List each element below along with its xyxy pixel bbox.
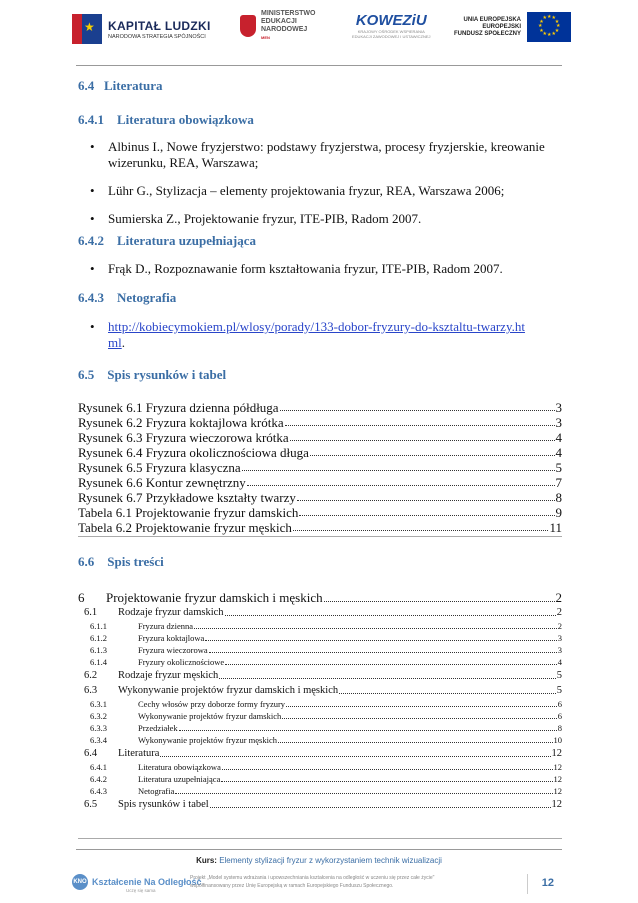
toc-num: 6.3.1 — [90, 699, 107, 709]
toc-page: 5 — [556, 685, 562, 696]
toc-num: 6.3.3 — [90, 723, 107, 733]
toc-title: Wykonywanie projektów fryzur damskich i męskich — [118, 685, 339, 696]
lof-title: Tabela 6.2 Projektowanie fryzur męskich — [78, 520, 292, 535]
toc-title: Przedziałek — [138, 723, 178, 733]
toc-row[interactable] — [90, 785, 562, 797]
toc-title: Fryzura dzienna — [138, 621, 193, 631]
page-header — [0, 0, 638, 62]
toc-leader — [339, 684, 556, 694]
toc-title: Fryzury okolicznościowe — [138, 657, 225, 667]
toc-row[interactable] — [90, 722, 562, 734]
toc-page: 12 — [553, 786, 562, 796]
toc-page: 2 — [555, 590, 562, 605]
toc-page: 3 — [557, 645, 562, 655]
project-text — [190, 874, 530, 890]
toc-num: 6.3.4 — [90, 735, 107, 745]
lof-title: Rysunek 6.7 Przykładowe kształty twarzy — [78, 490, 296, 505]
heading-6-4-3: 6.4.3 Netografia — [78, 290, 177, 305]
toc-divider — [78, 838, 562, 839]
toc-row[interactable] — [90, 734, 562, 746]
heading-6-6: 6.6 Spis treści — [78, 554, 164, 569]
eu-star-icon: ★ — [538, 23, 543, 29]
footer-bottom — [72, 872, 564, 896]
toc-page: 6 — [557, 699, 562, 709]
header-divider — [76, 65, 562, 66]
lof-row[interactable] — [78, 445, 562, 460]
lof-title: Rysunek 6.2 Fryzura koktajlowa krótka — [78, 415, 284, 430]
lof-row[interactable] — [78, 520, 562, 535]
toc-num: 6.1.1 — [90, 621, 107, 631]
toc-num: 6.5 — [84, 799, 98, 810]
lof-title: Rysunek 6.1 Fryzura dzienna półdługa — [78, 400, 279, 415]
eu-star-icon: ★ — [542, 30, 547, 37]
heading-6-4-2: 6.4.2 Literatura uzupełniająca — [78, 233, 257, 248]
toc-num: 6.3.2 — [90, 711, 107, 721]
toc-page: 12 — [553, 774, 562, 784]
toc-num: 6.4.3 — [90, 786, 107, 796]
table-of-contents — [78, 590, 562, 830]
toc-page: 4 — [557, 657, 562, 667]
toc-num: 6.1 — [84, 607, 98, 618]
toc-leader — [286, 698, 557, 707]
lof-page: 7 — [555, 475, 562, 490]
toc-title: Wykonywanie projektów fryzur damskich — [138, 711, 282, 721]
toc-leader — [205, 632, 556, 641]
netography-tail: . — [121, 335, 125, 350]
toc-row[interactable] — [90, 620, 562, 632]
kowezu-logo — [352, 12, 431, 39]
list-item: • Albinus I., Nowe fryzjerstwo: podstawy fryzjerstwa, procesy fryzjerskie, kreowanie wizerunku, REA, Warszawa; — [90, 139, 562, 171]
toc-row[interactable] — [90, 773, 562, 785]
toc-title: Wykonywanie projektów fryzur męskich — [138, 735, 277, 745]
toc-row[interactable] — [90, 698, 562, 710]
kowezu-sub1: KRAJOWY OŚRODEK WSPIERANIA — [357, 29, 425, 34]
footer-divider — [76, 849, 562, 850]
eu-star-icon: ★ — [539, 18, 544, 25]
toc-page: 2 — [556, 607, 562, 618]
toc-leader — [278, 734, 553, 743]
ue-line2: EUROPEJSKI — [482, 23, 522, 30]
kowezu-title: KOWEZiU — [355, 12, 427, 29]
min-line3: NARODOWEJ — [261, 26, 308, 33]
lof-row[interactable] — [78, 415, 562, 430]
lof-title: Rysunek 6.6 Kontur zewnętrzny — [78, 475, 246, 490]
toc-leader — [179, 722, 557, 731]
lit-required-list — [90, 139, 562, 227]
toc-row[interactable] — [84, 747, 562, 761]
lof-page: 11 — [549, 520, 562, 535]
course-title: Elementy stylizacji fryzur z wykorzystaniem technik wizualizacji — [219, 856, 442, 865]
toc-num: 6.3 — [84, 685, 98, 696]
ue-line1: UNIA EUROPEJSKA — [463, 16, 522, 23]
toc-num: 6.4 — [84, 748, 98, 759]
toc-num: 6.2 — [84, 670, 98, 681]
toc-row[interactable] — [90, 632, 562, 644]
toc-row[interactable] — [78, 590, 562, 606]
toc-num: 6.1.3 — [90, 645, 107, 655]
list-item: • Sumierska Z., Projektowanie fryzur, ITE-PIB, Radom 2007. — [90, 211, 562, 227]
eu-star-icon: ★ — [554, 18, 560, 25]
toc-page: 12 — [551, 799, 562, 810]
toc-page: 12 — [551, 748, 562, 759]
toc-num: 6.4.2 — [90, 774, 107, 784]
lof-title: Rysunek 6.3 Fryzura wieczorowa krótka — [78, 430, 289, 445]
list-item: • Lühr G., Stylizacja – elementy projektowania fryzur, REA, Warszawa 2006; — [90, 183, 562, 199]
toc-leader — [194, 620, 557, 629]
kowezu-sub2: EDUKACJI ZAWODOWEJ I USTAWICZNEJ — [352, 34, 431, 39]
lof-divider — [78, 536, 562, 537]
lof-page: 9 — [555, 505, 562, 520]
kno-title: Kształcenie Na Odległość — [92, 877, 202, 887]
lit-supplementary-list — [90, 261, 562, 277]
lof-page: 4 — [555, 430, 562, 445]
eagle-icon — [240, 15, 256, 37]
min-line1: MINISTERSTWO — [261, 10, 316, 17]
ue-line3: FUNDUSZ SPOŁECZNY — [454, 30, 522, 37]
toc-leader — [222, 761, 553, 770]
toc-title: Rodzaje fryzur damskich — [118, 607, 224, 618]
lof-row[interactable] — [78, 400, 562, 415]
lof-title: Rysunek 6.4 Fryzura okolicznościowa długa — [78, 445, 309, 460]
eu-flag-icon — [527, 12, 571, 42]
toc-leader — [324, 590, 555, 602]
toc-title: Spis rysunków i tabel — [118, 799, 209, 810]
list-of-figures — [78, 400, 562, 535]
list-item — [90, 319, 530, 351]
lof-page: 3 — [555, 415, 562, 430]
lof-page: 8 — [555, 490, 562, 505]
toc-row[interactable] — [90, 710, 562, 722]
toc-row[interactable] — [84, 798, 562, 812]
project-line2: współfinansowany przez Unię Europejską w ramach Europejskiego Funduszu Społecznego. — [190, 883, 394, 889]
toc-title: Cechy włosów przy doborze formy fryzury — [138, 699, 286, 709]
kno-icon: KNO — [72, 874, 88, 890]
list-item: • Frąk D., Rozpoznawanie form kształtowania fryzur, ITE-PIB, Radom 2007. — [90, 261, 562, 277]
course-line — [0, 856, 638, 865]
lof-title: Rysunek 6.5 Fryzura klasyczna — [78, 460, 241, 475]
toc-page: 3 — [557, 633, 562, 643]
toc-title: Literatura — [118, 748, 160, 759]
eu-star-icon: ★ — [539, 27, 544, 34]
eu-star-icon: ★ — [547, 14, 552, 20]
min-sub: MEN — [261, 35, 270, 40]
lof-row[interactable] — [78, 490, 562, 505]
toc-num: 6.4.1 — [90, 762, 107, 772]
toc-title: Literatura uzupełniająca — [138, 774, 221, 784]
toc-page: 6 — [557, 711, 562, 721]
lof-page: 3 — [555, 400, 562, 415]
kapital-ludzki-flag-icon — [72, 14, 102, 44]
toc-page: 5 — [556, 670, 562, 681]
toc-leader — [221, 773, 552, 782]
toc-title: Projektowanie fryzur damskich i męskich — [106, 590, 323, 605]
toc-leader — [175, 785, 552, 794]
netography-link[interactable]: http://kobiecymokiem.pl/wlosy/porady/133-dobor-fryzury-do-ksztaltu-twarzy.html — [108, 319, 525, 350]
toc-row[interactable] — [90, 656, 562, 668]
toc-num: 6.1.2 — [90, 633, 107, 643]
toc-title: Netografia — [138, 786, 175, 796]
eu-star-icon: ★ — [551, 15, 556, 22]
toc-leader — [209, 644, 557, 653]
toc-row[interactable] — [84, 606, 562, 620]
toc-leader — [210, 798, 551, 808]
kl-subtitle: NARODOWA STRATEGIA SPÓJNOŚCI — [108, 33, 206, 40]
toc-row[interactable] — [84, 669, 562, 683]
lof-row[interactable] — [78, 475, 562, 490]
eu-star-icon: ★ — [551, 30, 556, 37]
toc-row[interactable] — [90, 644, 562, 656]
toc-row[interactable] — [84, 684, 562, 698]
toc-title: Fryzura wieczorowa — [138, 645, 208, 655]
min-line2: EDUKACJI — [261, 18, 297, 25]
kapital-ludzki-logo — [72, 10, 212, 48]
toc-page: 8 — [557, 723, 562, 733]
toc-page: 10 — [553, 735, 562, 745]
toc-title: Rodzaje fryzur męskich — [118, 670, 219, 681]
eu-star-icon: ★ — [554, 27, 560, 34]
toc-page: 12 — [553, 762, 562, 772]
eu-star-icon: ★ — [556, 23, 561, 29]
toc-title: Fryzura koktajlowa — [138, 633, 205, 643]
toc-leader — [160, 747, 550, 757]
footer-separator — [527, 874, 528, 894]
toc-page: 2 — [557, 621, 562, 631]
lof-row[interactable] — [78, 460, 562, 475]
eu-star-icon: ★ — [542, 15, 547, 22]
eu-logo — [454, 12, 571, 42]
toc-num: 6 — [78, 590, 85, 605]
toc-num: 6.1.4 — [90, 657, 107, 667]
toc-leader — [225, 606, 556, 616]
lof-row[interactable] — [78, 505, 562, 520]
heading-6-4-1: 6.4.1 Literatura obowiązkowa — [78, 112, 254, 127]
lof-page: 5 — [555, 460, 562, 475]
toc-row[interactable] — [90, 761, 562, 773]
kno-sub: Uczę się sama — [126, 888, 156, 893]
toc-leader — [225, 656, 557, 665]
project-line1: Projekt „Model systemu wdrażania i upowszechniania kształcenia na odległość w uczeniu się przez całe życie" — [190, 875, 435, 881]
toc-leader — [282, 710, 557, 719]
lof-title: Tabela 6.1 Projektowanie fryzur damskich — [78, 505, 299, 520]
kl-title: KAPITAŁ LUDZKI — [108, 18, 211, 33]
lof-page: 4 — [555, 445, 562, 460]
ministry-logo — [240, 10, 315, 42]
course-label: Kurs: — [196, 856, 217, 865]
heading-6-4: 6.4 Literatura — [78, 78, 163, 93]
page-number: 12 — [541, 877, 554, 889]
eu-star-icon: ★ — [547, 32, 552, 38]
toc-leader — [219, 669, 555, 679]
toc-title: Literatura obowiązkowa — [138, 762, 221, 772]
netography-list — [90, 319, 530, 351]
heading-6-5: 6.5 Spis rysunków i tabel — [78, 367, 227, 382]
lof-row[interactable] — [78, 430, 562, 445]
